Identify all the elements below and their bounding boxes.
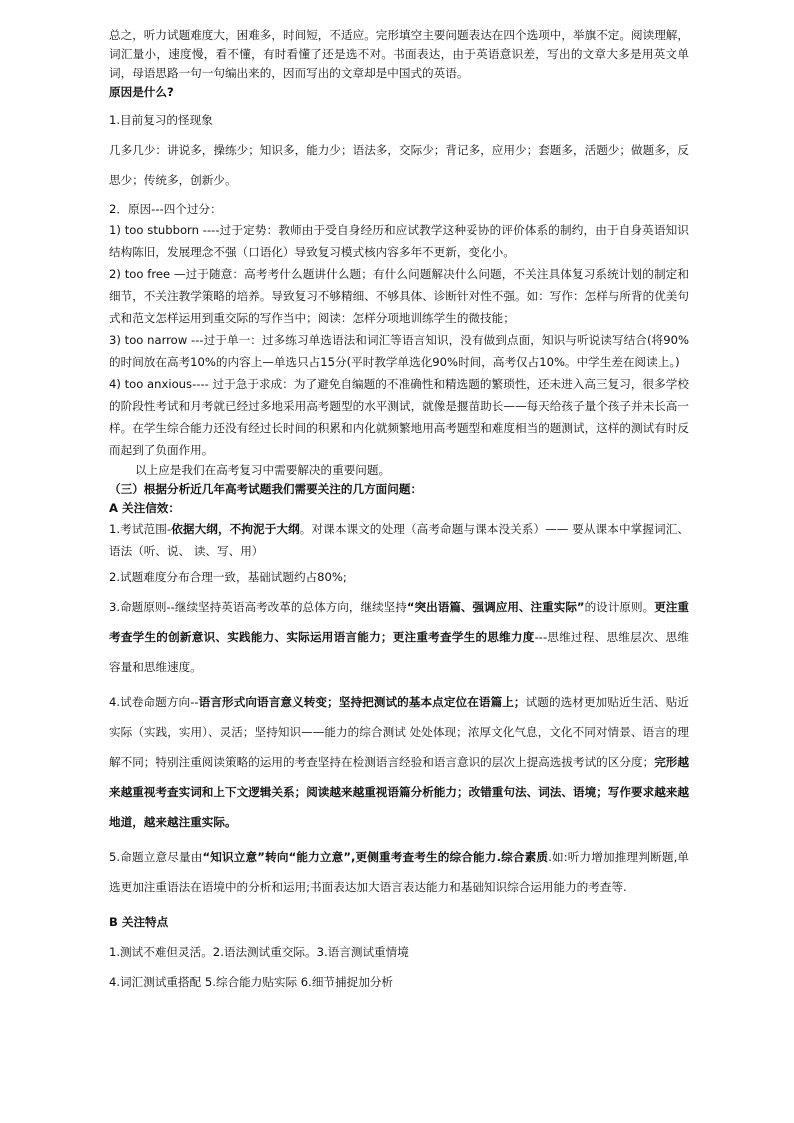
section-1-body: 几多几少：讲说多，操练少；知识多，能力少；语法多，交际少；背记多，应用少；套题多，活题少；做题多，反思少；传统多，创新少。	[109, 143, 689, 187]
item-a4	[109, 687, 689, 837]
item-a4-middle: 试题的选材更加贴近生活、贴近实际（实践，实用）、灵活；坚持知识——能力的综合测试 处处体现；浓厚文化气息，文化不同对情景、语言的理解不同；特别注重阅读策略的运用的考查坚持在检测语言经验和语言意识的层次上提高选拔考试的区分度；	[109, 695, 689, 769]
item-a5-rest: .如:听力增加推理判断题,单选更加注重语法在语境中的分析和运用;书面表达加大语言表达能力和基础知识综合运用能力的考查等.	[109, 850, 690, 894]
section-1-title: 1.目前复习的怪现象	[109, 113, 213, 127]
item-a4-prefix: 4.试卷命题方向--	[109, 695, 199, 709]
item-a4-emphasis-2: 完形越来越重视考查实词和上下文逻辑关系；阅读越来越重视语篇分析能力；改错重句法、词法、语境；写作要求越来越地道，越来越注重实际。	[109, 755, 689, 829]
item-a5	[109, 842, 689, 902]
item-a5-prefix: 5.命题立意尽量由	[109, 850, 203, 864]
item-a3-emphasis-1: “突出语篇、强调应用、注重实际”	[406, 600, 585, 614]
document-page	[109, 26, 689, 997]
item-a1	[109, 518, 689, 562]
conclusion-line: 以上应是我们在高考复习中需要解决的重要问题。	[135, 463, 391, 477]
item-a4-emphasis-1: 语言形式向语言意义转变；坚持把测试的基本点定位在语篇上；	[198, 695, 526, 709]
reason-3: 3) too narrow ---过于单一：过多练习单选语法和词汇等语言知识，没有做到点面，知识与听说读写结合(将90%的时间放在高考10%的内容上—单选只占15分(平时教学单选化90%时间，高考仅占10%。中学生差在阅读上。)	[109, 333, 689, 369]
item-a3-middle: 的设计原则。	[584, 600, 655, 614]
reason-2: 2) too free —过于随意：高考考什么题讲什么题；有什么问题解决什么问题，不关注具体复习系统计划的制定和细节，不关注教学策略的培养。导致复习不够精细、不够具体、诊断针对性不强。如：写作：怎样与所背的优美句式和范文怎样运用到重交际的写作当中；阅读：怎样分项地训练学生的微技能；	[109, 267, 689, 325]
item-a1-rest: 。对课本课文的处理（高考命题与课本没关系）—— 要从课本中掌握词汇、语法（听、说、 读、写、用）	[109, 522, 689, 558]
item-a3-prefix: 3.命题原则--继续坚持英语高考改革的总体方向，继续坚持	[109, 600, 407, 614]
item-a3-emphasis-2: 更注重考查学生的创新意识、实践能力、实际运用语言能力；更注重考查学生的思维力度	[109, 600, 689, 644]
item-b-line-2: 4.词汇测试重搭配 5.综合能力贴实际 6.细节捕捉加分析	[109, 975, 394, 989]
summary-paragraph: 总之，听力试题难度大，困难多，时间短，不适应。完形填空主要问题表达在四个选项中，举旗不定。阅读理解，词汇量小，速度慢，看不懂，有时看懂了还是选不对。书面表达，由于英语意识差，写出的文章大多是用英文单词，母语思路一句一句编出来的，因而写出的文章却是中国式的英语。	[109, 28, 689, 80]
item-a2: 2.试题难度分布合理一致，基础试题约占80%;	[109, 570, 347, 584]
heading-b: B 关注特点	[109, 915, 169, 929]
reason-1: 1) too stubborn ----过于定势：教师由于受自身经历和应试教学这种妥协的评价体系的制约，由于自身英语知识结构陈旧，发展理念不强（口语化）导致复习模式核内容多年不更新，变化小。	[109, 223, 689, 259]
item-a5-emphasis: “知识立意”转向“能力立意”,更侧重考查考生的综合能力.综合素质	[202, 850, 549, 864]
section-2-title: 2．原因---四个过分：	[109, 202, 222, 216]
item-a1-emphasis: 依据大纲，不拘泥于大纲	[171, 522, 300, 536]
heading-a: A 关注信效：	[109, 501, 180, 515]
heading-reason: 原因是什么?	[109, 85, 174, 99]
heading-section-3: （三）根据分析近几年高考试题我们需要关注的几方面问题：	[109, 482, 423, 496]
item-a3-rest: ---思维过程、思维层次、思维容量和思维速度。	[109, 630, 689, 674]
item-a1-prefix: 1.考试范围-	[109, 522, 172, 536]
item-a3	[109, 592, 689, 682]
reason-4: 4) too anxious---- 过于急于求成：为了避免自编题的不准确性和精选题的繁琐性，还未进入高三复习，很多学校的阶段性考试和月考就已经过多地采用高考题型的水平测试，就像是揠苗助长——每天给孩子量个孩子并未长高一样。在学生综合能力还没有经过长时间的积累和内化就频繁地用高考题型和难度相当的题测试，这样的测试有时反而起到了负面作用。	[109, 377, 689, 457]
item-b-line-1: 1.测试不难但灵活。2.语法测试重交际。3.语言测试重情境	[109, 945, 409, 959]
